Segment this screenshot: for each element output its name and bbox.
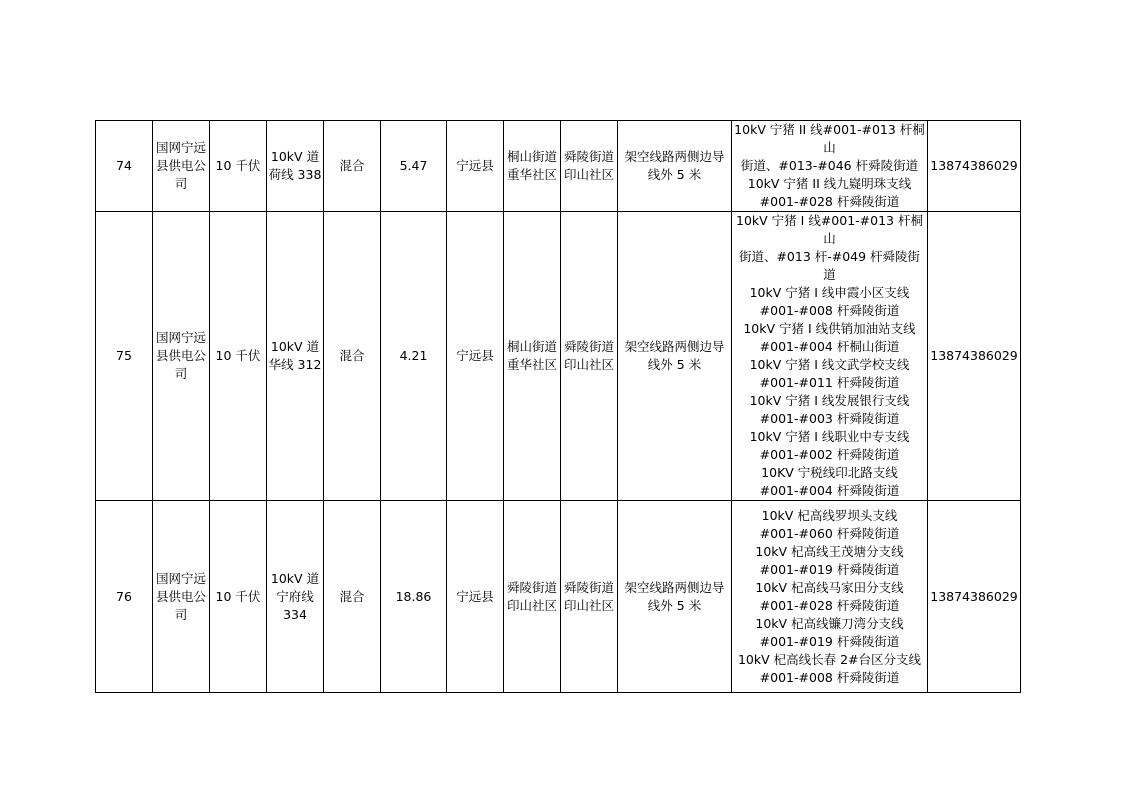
area-text: 舜陵街道 印山社区 — [563, 149, 614, 182]
description-cell — [732, 212, 928, 501]
description-text: 10kV 杞高线罗坝头支线 #001-#060 杆舜陵街道 10kV 杞高线王茂塘分支线 #001-#019 杆舜陵街道 10kV 杞高线马家田分支线 #001-#028 杆舜陵街道 10kV 杞高线镰刀湾分支线 #001-#019 杆舜陵街道 10kV 杞高线长春 2#台区分支线 #001-#008 杆舜陵街道 — [737, 507, 922, 685]
town-cell — [504, 121, 561, 212]
line-name-cell — [267, 501, 324, 693]
line-name-text: 10kV 道 荷线 338 — [268, 149, 322, 182]
scope-cell — [618, 212, 732, 501]
line-name-cell — [267, 121, 324, 212]
area-cell — [561, 212, 618, 501]
scope-text: 架空线路两侧边导 线外 5 米 — [624, 339, 725, 372]
town-cell — [504, 212, 561, 501]
voltage-cell: 10 千伏 — [210, 212, 267, 501]
county-cell: 宁远县 — [447, 212, 504, 501]
voltage-cell: 10 千伏 — [210, 501, 267, 693]
line-name-text: 10kV 道 宁府线 334 — [270, 570, 320, 622]
line-type-cell: 混合 — [324, 121, 381, 212]
description-text: 10kV 宁猪 II 线#001-#013 杆桐山 街道、#013-#046 杆舜陵街道 10kV 宁猪 II 线九嶷明珠支线 #001-#028 杆舜陵街道 — [734, 122, 925, 209]
line-length-cell: 18.86 — [381, 501, 447, 693]
town-text: 桐山街道 重华社区 — [506, 339, 557, 372]
area-text: 舜陵街道 印山社区 — [563, 579, 614, 613]
phone-cell: 13874386029 — [928, 121, 1021, 212]
description-cell — [732, 121, 928, 212]
company-text: 国网宁远 县供电公 司 — [155, 570, 206, 622]
table-row — [96, 212, 1021, 501]
line-name-text: 10kV 道 华线 312 — [268, 339, 322, 372]
voltage-cell: 10 千伏 — [210, 121, 267, 212]
county-cell: 宁远县 — [447, 121, 504, 212]
line-length-cell: 5.47 — [381, 121, 447, 212]
line-name-cell — [267, 212, 324, 501]
company-cell — [153, 501, 210, 693]
row-number: 75 — [96, 212, 153, 501]
company-cell — [153, 212, 210, 501]
table-body — [96, 121, 1021, 693]
table-row — [96, 501, 1021, 693]
area-text: 舜陵街道 印山社区 — [563, 339, 614, 372]
scope-text: 架空线路两侧边导 线外 5 米 — [624, 579, 725, 613]
description-cell — [732, 501, 928, 693]
county-cell: 宁远县 — [447, 501, 504, 693]
line-protection-table — [95, 120, 1021, 693]
phone-cell: 13874386029 — [928, 212, 1021, 501]
scope-text: 架空线路两侧边导 线外 5 米 — [624, 149, 725, 182]
line-length-cell: 4.21 — [381, 212, 447, 501]
table-row — [96, 121, 1021, 212]
company-text: 国网宁远 县供电公 司 — [155, 140, 206, 191]
description-text: 10kV 宁猪 I 线#001-#013 杆桐山 街道、#013 杆-#049 杆舜陵街道 10kV 宁猪 I 线申霞小区支线 #001-#008 杆舜陵街道 10kV 宁猪 I 线供销加油站支线 #001-#004 杆桐山街道 10kV 宁猪 I 线文武学校支线 #001-#011 杆舜陵街道 10kV 宁猪 I 线发展银行支线 #001-#003 杆舜陵街道 10kV 宁猪 I 线职业中专支线 #001-#002 杆舜陵街道 10KV 宁税线印北路支线 #001-#004 杆舜陵街道 — [736, 213, 923, 498]
company-cell — [153, 121, 210, 212]
company-text: 国网宁远 县供电公 司 — [155, 330, 206, 381]
town-text: 舜陵街道 印山社区 — [506, 579, 557, 613]
town-cell — [504, 501, 561, 693]
phone-cell: 13874386029 — [928, 501, 1021, 693]
scope-cell — [618, 501, 732, 693]
row-number: 74 — [96, 121, 153, 212]
area-cell — [561, 501, 618, 693]
area-cell — [561, 121, 618, 212]
line-type-cell: 混合 — [324, 501, 381, 693]
line-type-cell: 混合 — [324, 212, 381, 501]
town-text: 桐山街道 重华社区 — [506, 149, 557, 182]
scope-cell — [618, 121, 732, 212]
row-number: 76 — [96, 501, 153, 693]
